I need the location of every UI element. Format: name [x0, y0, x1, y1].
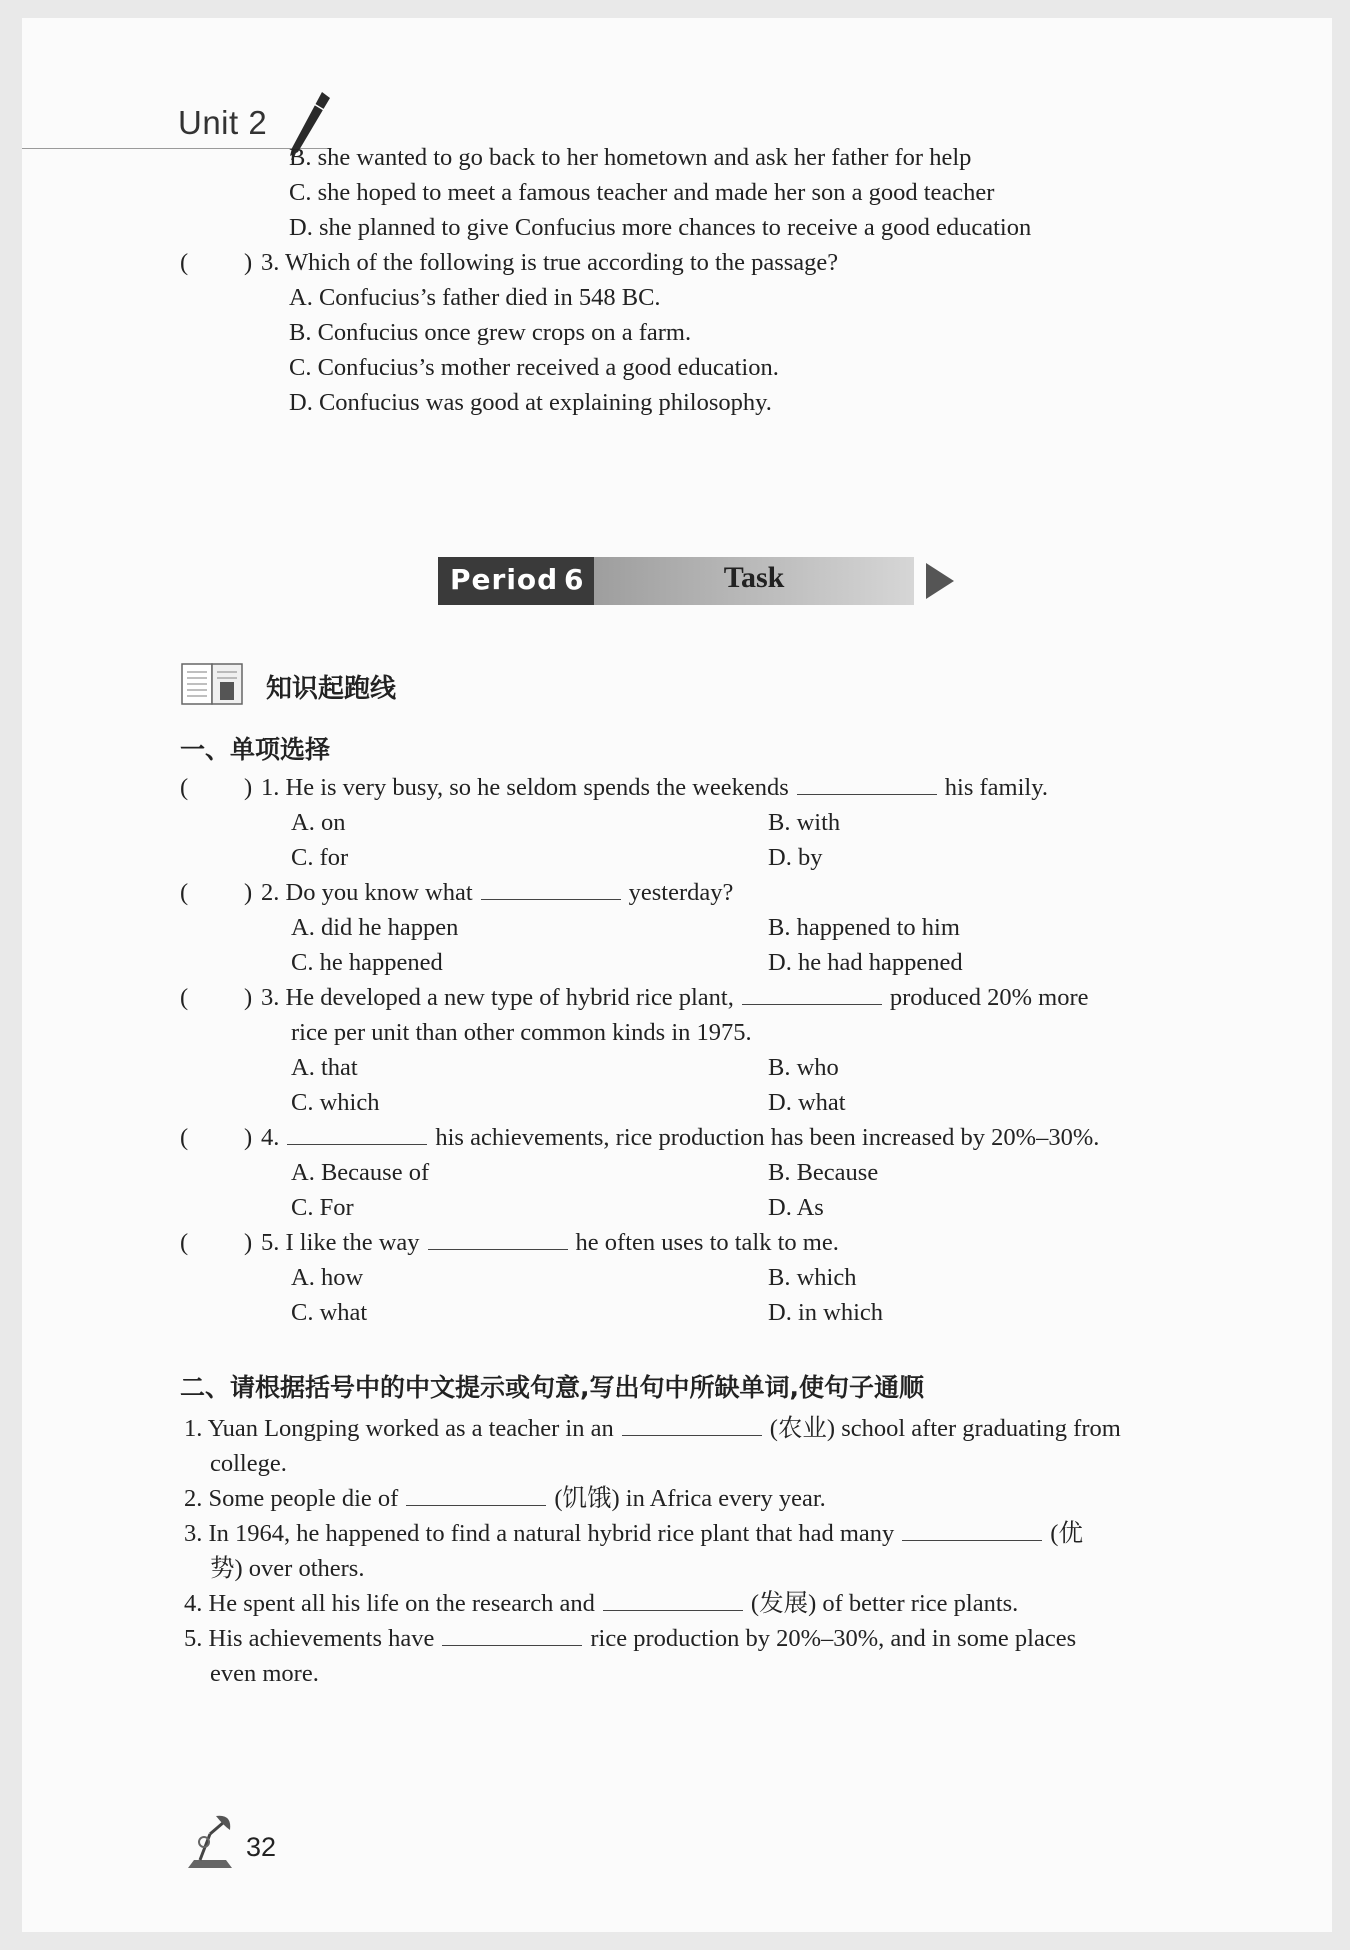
answer-paren-close: )	[244, 984, 253, 1011]
option-c: C. he happened	[291, 949, 443, 976]
option-c: C. which	[291, 1089, 380, 1116]
stem-text: 4.	[261, 1124, 280, 1151]
answer-blank[interactable]	[481, 877, 621, 900]
knowledge-title: 知识起跑线	[266, 674, 397, 704]
lamp-icon	[180, 1812, 240, 1872]
answer-paren-close: )	[244, 249, 253, 276]
option-b: B. with	[768, 809, 841, 836]
fill-item	[184, 1621, 1076, 1656]
question-stem: 3. Which of the following is true according to the passage?	[261, 249, 839, 276]
fill-item-continued: even more.	[210, 1660, 319, 1687]
option-b: B. who	[768, 1054, 839, 1081]
period-banner	[438, 557, 978, 605]
stem-text: produced 20% more	[889, 984, 1089, 1011]
period-label: Period	[450, 563, 559, 596]
fill-item-continued: 势) over others.	[210, 1555, 365, 1582]
part1-title: 一、单项选择	[180, 735, 331, 764]
item-text: (优	[1050, 1520, 1083, 1547]
item-text: (农业) school after graduating from	[769, 1415, 1121, 1442]
answer-paren-open: (	[180, 249, 189, 276]
answer-blank[interactable]	[442, 1623, 582, 1646]
q3-option-b: B. Confucius once grew crops on a farm.	[289, 319, 692, 346]
page-number: 32	[246, 1832, 277, 1862]
period-task-box	[594, 557, 914, 605]
answer-blank[interactable]	[406, 1483, 546, 1506]
period-task: Task	[723, 561, 785, 594]
question-stem	[261, 875, 733, 910]
answer-blank[interactable]	[797, 772, 937, 795]
option-d: D. what	[768, 1089, 846, 1116]
question-stem	[261, 770, 1048, 805]
q3-option-d: D. Confucius was good at explaining philosophy.	[289, 389, 772, 416]
answer-paren-close: )	[244, 774, 253, 801]
answer-blank[interactable]	[603, 1588, 743, 1611]
item-text: (发展) of better rice plants.	[750, 1590, 1019, 1617]
option-d: D. in which	[768, 1299, 883, 1326]
item-text: 3. In 1964, he happened to find a natural hybrid rice plant that had many	[184, 1520, 895, 1547]
stem-text: yesterday?	[628, 879, 734, 906]
option-c: C. for	[291, 844, 349, 871]
question-stem	[261, 1225, 839, 1260]
answer-blank[interactable]	[902, 1518, 1042, 1541]
answer-paren-close: )	[244, 879, 253, 906]
option-d: D. he had happened	[768, 949, 963, 976]
stem-text: his achievements, rice production has been increased by 20%–30%.	[435, 1124, 1100, 1151]
answer-paren-open: (	[180, 984, 189, 1011]
item-text: 2. Some people die of	[184, 1485, 399, 1512]
unit-header	[22, 96, 332, 149]
option-a: A. on	[291, 809, 346, 836]
item-text: 4. He spent all his life on the research and	[184, 1590, 595, 1617]
option-c: C. what	[291, 1299, 368, 1326]
q2-option-d: D. she planned to give Confucius more chances to receive a good education	[289, 214, 1032, 241]
unit-title: Unit 2	[178, 104, 268, 141]
option-b: B. which	[768, 1264, 857, 1291]
answer-paren-close: )	[244, 1124, 253, 1151]
answer-paren-open: (	[180, 1124, 189, 1151]
q3-option-c: C. Confucius’s mother received a good education.	[289, 354, 779, 381]
option-d: D. by	[768, 844, 823, 871]
fill-item	[184, 1411, 1121, 1446]
question-stem-continued: rice per unit than other common kinds in 1975.	[291, 1019, 752, 1046]
answer-blank[interactable]	[287, 1122, 427, 1145]
item-text: 1. Yuan Longping worked as a teacher in an	[184, 1415, 614, 1442]
q3-option-a: A. Confucius’s father died in 548 BC.	[289, 284, 661, 311]
answer-paren-open: (	[180, 879, 189, 906]
part2-title: 二、请根据括号中的中文提示或句意,写出句中所缺单词,使句子通顺	[180, 1373, 924, 1402]
fill-item	[184, 1516, 1083, 1551]
question-stem	[261, 1120, 1099, 1155]
answer-paren-open: (	[180, 1229, 189, 1256]
option-d: D. As	[768, 1194, 824, 1221]
stem-text: 5. I like the way	[261, 1229, 420, 1256]
answer-paren-open: (	[180, 774, 189, 801]
fill-item	[184, 1481, 826, 1516]
answer-blank[interactable]	[742, 982, 882, 1005]
item-text: 5. His achievements have	[184, 1625, 435, 1652]
item-text: rice production by 20%–30%, and in some places	[590, 1625, 1077, 1652]
period-number: 6	[564, 563, 584, 596]
stem-text: 1. He is very busy, so he seldom spends the weekends	[261, 774, 789, 801]
arrow-right-icon	[926, 563, 954, 599]
answer-paren-close: )	[244, 1229, 253, 1256]
option-a: A. that	[291, 1054, 358, 1081]
item-text: (饥饿) in Africa every year.	[554, 1485, 826, 1512]
stem-text: 2. Do you know what	[261, 879, 473, 906]
book-icon	[180, 660, 246, 708]
fill-item-continued: college.	[210, 1450, 287, 1477]
period-label-box	[438, 557, 594, 605]
fill-item	[184, 1586, 1018, 1621]
option-c: C. For	[291, 1194, 354, 1221]
q2-option-b: B. she wanted to go back to her hometown and ask her father for help	[289, 144, 972, 171]
stem-text: his family.	[944, 774, 1049, 801]
answer-blank[interactable]	[622, 1413, 762, 1436]
question-stem	[261, 980, 1088, 1015]
option-a: A. did he happen	[291, 914, 459, 941]
workbook-page	[22, 18, 1332, 1932]
option-b: B. Because	[768, 1159, 879, 1186]
option-a: A. how	[291, 1264, 364, 1291]
option-b: B. happened to him	[768, 914, 960, 941]
q2-option-c: C. she hoped to meet a famous teacher and made her son a good teacher	[289, 179, 995, 206]
stem-text: 3. He developed a new type of hybrid rice plant,	[261, 984, 734, 1011]
stem-text: he often uses to talk to me.	[575, 1229, 839, 1256]
option-a: A. Because of	[291, 1159, 430, 1186]
answer-blank[interactable]	[428, 1227, 568, 1250]
